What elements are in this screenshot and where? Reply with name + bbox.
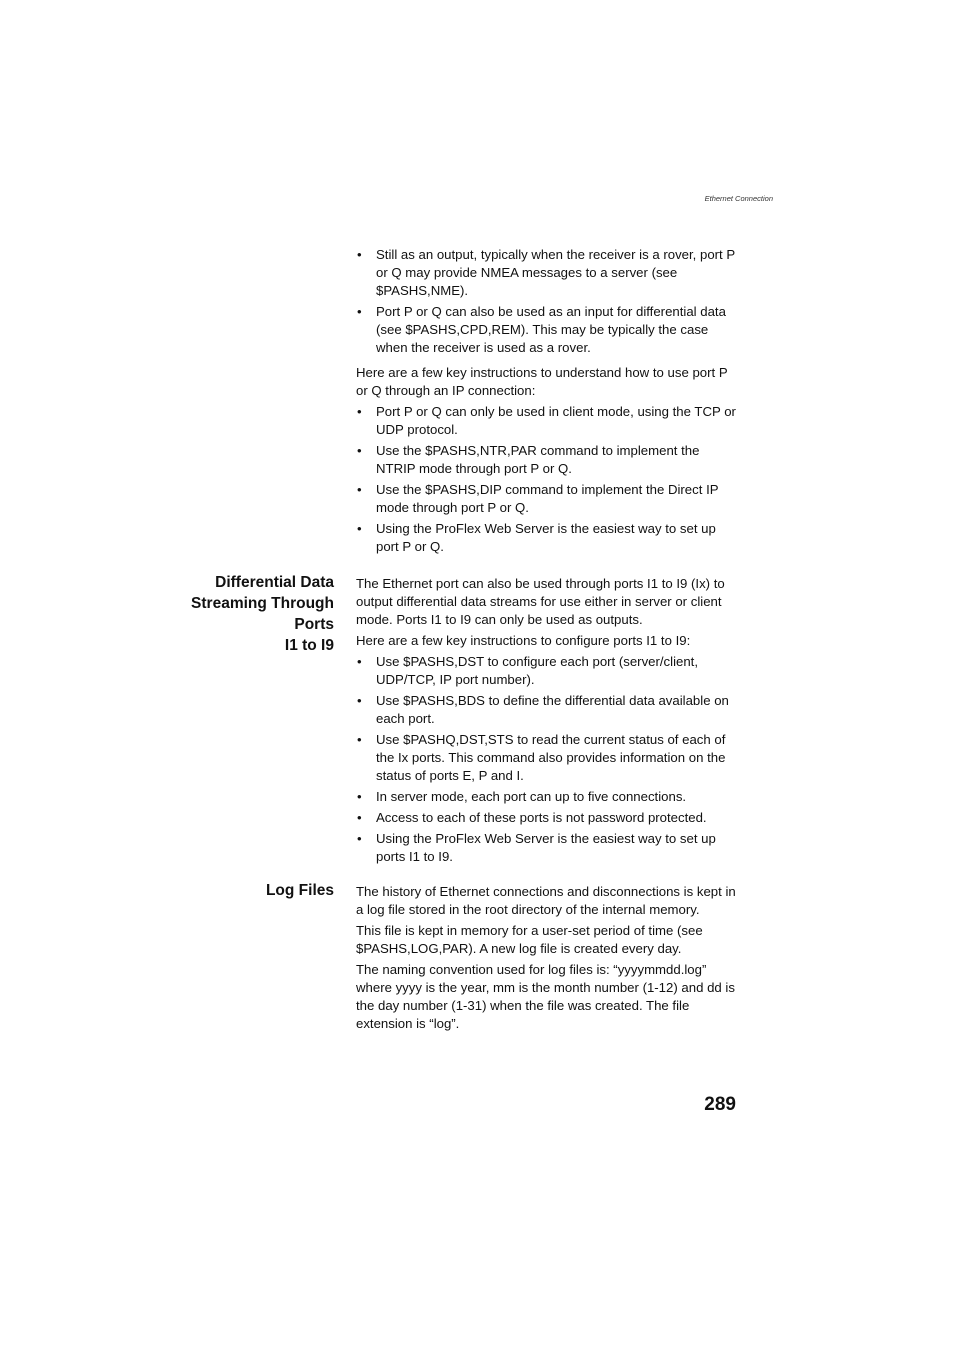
heading-line: I1 to I9	[284, 637, 334, 654]
ip-lead-paragraph: Here are a few key instructions to understand how to use port P or Q through an IP connection:	[356, 365, 728, 398]
list-item: • Port P or Q can only be used in client mode, using the TCP or UDP protocol.	[356, 403, 736, 439]
list-item: • Use the $PASHS,NTR,PAR command to implement the NTRIP mode through port P or Q.	[356, 442, 736, 478]
heading-line: Streaming Through	[191, 595, 334, 612]
list-item: • Access to each of these ports is not password protected.	[356, 809, 736, 827]
intro-list	[356, 246, 736, 357]
list-item: • Port P or Q can also be used as an input for differential data (see $PASHS,CPD,REM). This may be typically the case when the receiver is used as a rover.	[356, 303, 736, 357]
log-paragraph-3: The naming convention used for log files is: “yyyymmdd.log” where yyyy is the year, mm is the month number (1-12) and dd is the day number (1-31) when the file was created. The file extension is “log”.	[356, 962, 735, 1031]
list-item: • Use $PASHS,DST to configure each port (server/client, UDP/TCP, IP port number).	[356, 653, 736, 689]
list-item: • Use the $PASHS,DIP command to implement the Direct IP mode through port P or Q.	[356, 481, 736, 517]
list-item: • Use $PASHS,BDS to define the differential data available on each port.	[356, 692, 736, 728]
list-item: • Use $PASHQ,DST,STS to read the current status of each of the Ix ports. This command also provides information on the status of ports E, P and I.	[356, 731, 736, 785]
log-files-body	[356, 883, 736, 1036]
list-item: • In server mode, each port can up to five connections.	[356, 788, 736, 806]
differential-instruction-list	[356, 653, 736, 866]
ip-section	[356, 364, 736, 559]
list-item: • Still as an output, typically when the receiver is a rover, port P or Q may provide NMEA messages to a server (see $PASHS,NME).	[356, 246, 736, 300]
list-item: • Using the ProFlex Web Server is the easiest way to set up ports I1 to I9.	[356, 830, 736, 866]
differential-section-body	[356, 575, 736, 869]
log-files-heading: Log Files	[265, 882, 334, 899]
ip-instruction-list	[356, 403, 736, 556]
differential-lead-paragraph: Here are a few key instructions to configure ports I1 to I9:	[356, 633, 691, 648]
differential-section-heading	[164, 572, 334, 656]
running-header: Ethernet Connection	[704, 194, 773, 203]
list-item: • Using the ProFlex Web Server is the easiest way to set up port P or Q.	[356, 520, 736, 556]
page-number: 289	[704, 1094, 736, 1115]
log-paragraph-2: This file is kept in memory for a user-set period of time (see $PASHS,LOG,PAR). A new log file is created every day.	[356, 923, 703, 956]
differential-intro-paragraph: The Ethernet port can also be used through ports I1 to I9 (Ix) to output differential data streams for use either in server or client mode. Ports I1 to I9 can only be used as outputs.	[356, 576, 725, 627]
intro-section	[356, 246, 736, 360]
heading-line: Differential Data	[215, 574, 334, 591]
log-paragraph-1: The history of Ethernet connections and disconnections is kept in a log file stored in the root directory of the internal memory.	[356, 884, 736, 917]
heading-line: Ports	[294, 616, 334, 633]
